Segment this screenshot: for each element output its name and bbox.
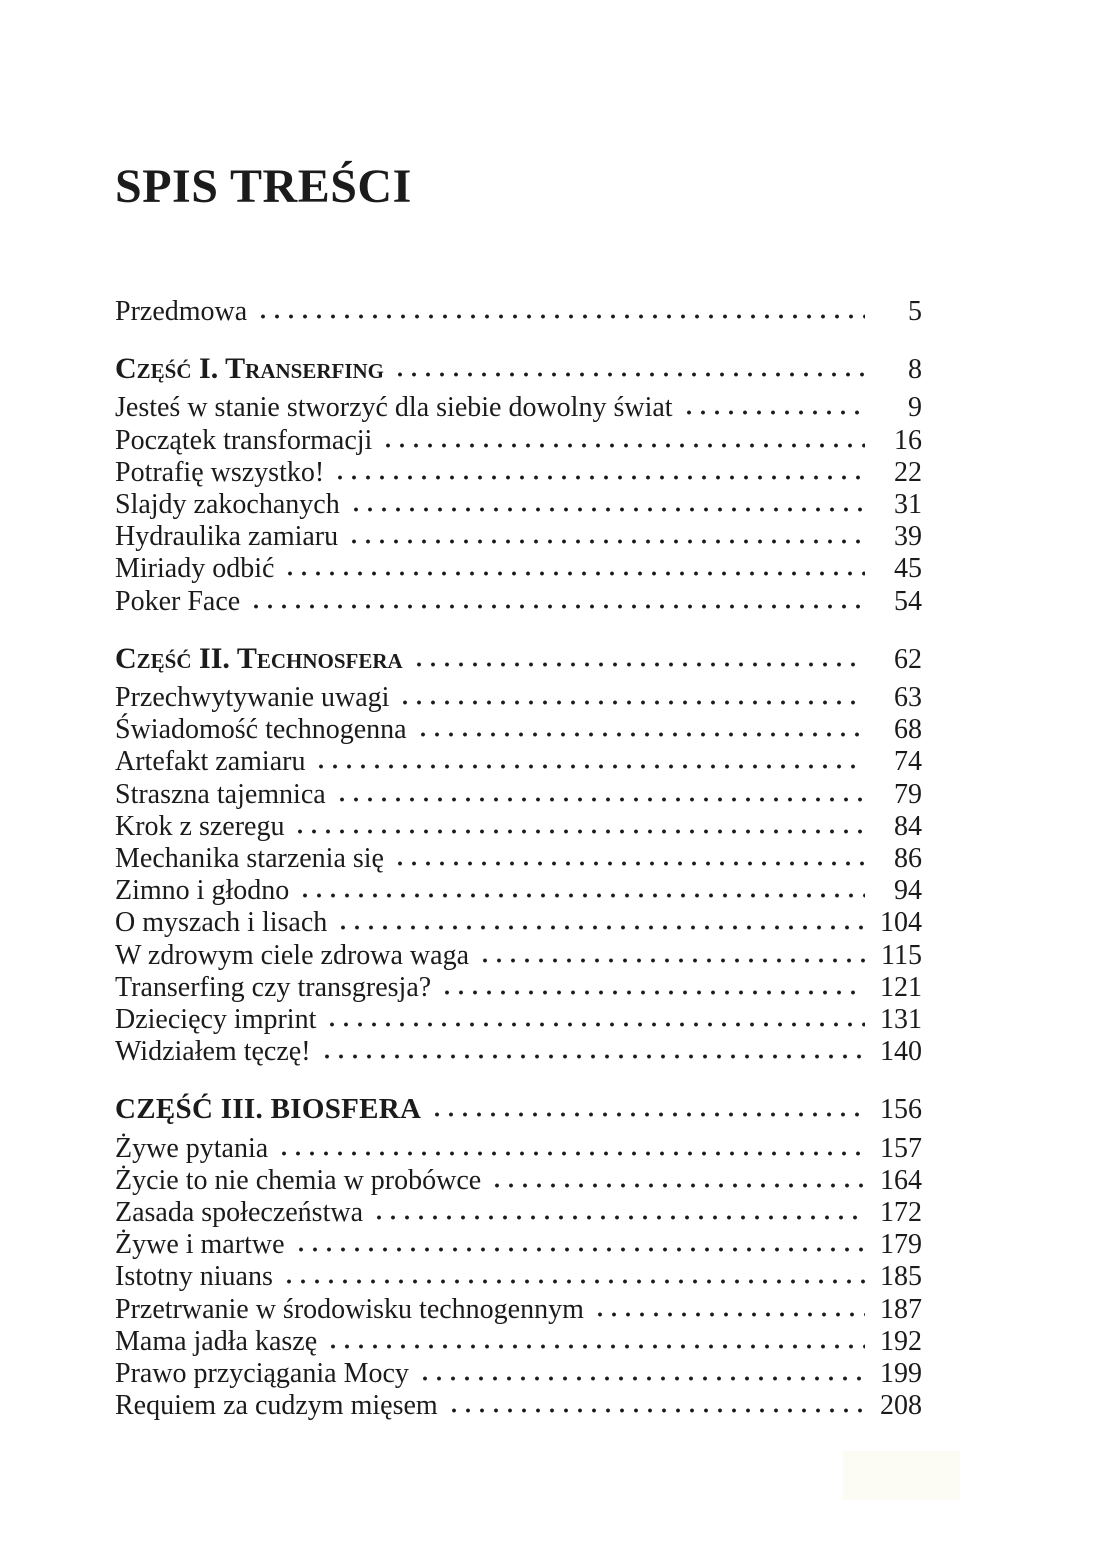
toc-row	[115, 1197, 922, 1229]
toc-leader-dots	[277, 1149, 865, 1157]
toc-entry-label: Część I. Transerfing	[115, 352, 385, 386]
toc-entry-page: 192	[880, 1325, 922, 1357]
toc-entry-page: 185	[880, 1261, 922, 1293]
toc-leader-dots	[430, 1110, 865, 1118]
toc-row	[115, 457, 922, 489]
toc-leader-dots	[298, 891, 865, 899]
toc-entry-page: 62	[894, 643, 922, 675]
toc-entry-label: Straszna tajemnica	[115, 778, 326, 810]
toc-entry-page: 179	[880, 1229, 922, 1261]
toc-row	[115, 1133, 922, 1165]
toc-leader-dots	[256, 312, 865, 320]
toc-row	[115, 714, 922, 746]
toc-row	[115, 972, 922, 1004]
toc-entry-label: Widziałem tęczę!	[115, 1036, 311, 1068]
toc-entry-label: Poker Face	[115, 585, 241, 617]
scan-artifact	[843, 1451, 960, 1500]
toc-entry-page: 164	[880, 1164, 922, 1196]
toc-entry-page: 68	[894, 714, 922, 746]
toc-leader-dots	[282, 1277, 865, 1285]
toc-leader-dots	[593, 1310, 865, 1318]
toc-row	[115, 1165, 922, 1197]
toc-leader-dots	[314, 762, 865, 770]
toc-leader-dots	[349, 505, 865, 513]
toc-leader-dots	[478, 956, 865, 964]
toc-entry-label: Potrafię wszystko!	[115, 456, 325, 488]
toc-row	[115, 521, 922, 553]
toc-entry-label: Początek transformacji	[115, 424, 373, 456]
toc-entry-page: 187	[880, 1293, 922, 1325]
toc-leader-dots	[347, 537, 865, 545]
toc-row	[115, 392, 922, 424]
toc-entry-page: 39	[894, 521, 922, 553]
toc-leader-dots	[294, 1245, 866, 1253]
toc-row	[115, 843, 922, 875]
toc-entry-label: Część II. Technosfera	[115, 641, 403, 675]
toc-entry-label: Slajdy zakochanych	[115, 489, 340, 521]
toc-entry-label: Jesteś w stanie stworzyć dla siebie dowolny świat	[115, 392, 673, 424]
toc-entry-label: Życie to nie chemia w probówce	[115, 1164, 482, 1196]
toc-row	[115, 940, 922, 972]
toc-row	[115, 811, 922, 843]
toc-entry-page: 172	[880, 1197, 922, 1229]
toc-row	[115, 875, 922, 907]
toc-row	[115, 1004, 922, 1036]
toc-leader-dots	[490, 1181, 865, 1189]
toc-entry-page: 199	[880, 1358, 922, 1390]
toc-entry-label: Transerfing czy transgresja?	[115, 971, 432, 1003]
toc-entry-page: 104	[880, 907, 922, 939]
toc-entry-label: Przetrwanie w środowisku technogennym	[115, 1293, 584, 1325]
toc-leader-dots	[682, 408, 865, 416]
toc-entry-page: 131	[880, 1004, 922, 1036]
toc-leader-dots	[335, 795, 865, 803]
toc-leader-dots	[393, 370, 865, 378]
toc-entry-page: 86	[894, 843, 922, 875]
toc-entry-label: Hydraulika zamiaru	[115, 521, 339, 553]
toc-leader-dots	[249, 602, 865, 610]
toc-list	[115, 296, 922, 1423]
toc-entry-label: Przechwytywanie uwagi	[115, 682, 390, 714]
toc-row	[115, 1294, 922, 1326]
toc-leader-dots	[398, 698, 865, 706]
toc-row	[115, 1390, 922, 1422]
toc-leader-dots	[418, 1374, 865, 1382]
toc-leader-dots	[320, 1052, 865, 1060]
toc-row	[115, 1261, 922, 1293]
toc-entry-label: Żywe pytania	[115, 1132, 269, 1164]
toc-entry-page: 79	[894, 778, 922, 810]
toc-entry-label: Mechanika starzenia się	[115, 843, 384, 875]
toc-leader-dots	[447, 1406, 865, 1414]
toc-entry-label: CZĘŚĆ III. BIOSFERA	[115, 1093, 422, 1126]
toc-entry-label: W zdrowym ciele zdrowa waga	[115, 939, 469, 971]
toc-entry-page: 84	[894, 810, 922, 842]
toc-entry-label: Żywe i martwe	[115, 1229, 285, 1261]
toc-row	[115, 643, 922, 676]
toc-entry-page: 31	[894, 489, 922, 521]
toc-leader-dots	[372, 1213, 865, 1221]
toc-entry-label: Miriady odbić	[115, 553, 275, 585]
toc-entry-page: 156	[880, 1094, 922, 1126]
toc-entry-page: 5	[908, 296, 922, 327]
toc-leader-dots	[326, 1342, 865, 1350]
toc-entry-page: 115	[881, 939, 922, 971]
toc-entry-label: Artefakt zamiaru	[115, 746, 306, 778]
toc-entry-page: 94	[894, 875, 922, 907]
toc-entry-label: Zasada społeczeństwa	[115, 1197, 363, 1229]
toc-entry-page: 22	[894, 456, 922, 488]
toc-entry-page: 45	[894, 553, 922, 585]
toc-leader-dots	[440, 988, 865, 996]
toc-row	[115, 553, 922, 585]
toc-row	[115, 353, 922, 386]
toc-row	[115, 682, 922, 714]
toc-row	[115, 1326, 922, 1358]
toc-leader-dots	[416, 730, 865, 738]
toc-entry-page: 74	[894, 746, 922, 778]
toc-row	[115, 746, 922, 778]
toc-entry-page: 157	[880, 1132, 922, 1164]
toc-leader-dots	[325, 1020, 865, 1028]
toc-entry-label: Zimno i głodno	[115, 875, 290, 907]
toc-leader-dots	[333, 473, 865, 481]
toc-row	[115, 1093, 922, 1126]
toc-entry-label: Istotny niuans	[115, 1261, 273, 1293]
toc-entry-page: 121	[880, 971, 922, 1003]
toc-leader-dots	[336, 923, 865, 931]
toc-entry-label: Requiem za cudzym mięsem	[115, 1390, 438, 1422]
toc-row	[115, 907, 922, 939]
toc-row	[115, 586, 922, 618]
toc-leader-dots	[393, 859, 865, 867]
toc-row	[115, 425, 922, 457]
toc-entry-page: 140	[880, 1036, 922, 1068]
toc-entry-page: 8	[908, 354, 922, 386]
page-title: SPIS TREŚCI	[115, 160, 412, 213]
toc-leader-dots	[283, 569, 865, 577]
toc-entry-label: Świadomość technogenna	[115, 714, 407, 746]
toc-entry-page: 54	[894, 585, 922, 617]
toc-entry-page: 16	[894, 424, 922, 456]
toc-leader-dots	[412, 660, 865, 668]
toc-row	[115, 1229, 922, 1261]
toc-row	[115, 1036, 922, 1068]
toc-entry-label: Przedmowa	[115, 296, 248, 327]
toc-entry-label: Krok z szeregu	[115, 810, 285, 842]
toc-entry-label: O myszach i lisach	[115, 907, 328, 939]
toc-leader-dots	[293, 827, 865, 835]
toc-row	[115, 296, 922, 328]
toc-entry-page: 63	[894, 682, 922, 714]
toc-entry-page: 9	[908, 392, 922, 424]
toc-entry-label: Mama jadła kaszę	[115, 1325, 318, 1357]
toc-row	[115, 489, 922, 521]
toc-entry-label: Dziecięcy imprint	[115, 1004, 317, 1036]
toc-entry-label: Prawo przyciągania Mocy	[115, 1358, 409, 1390]
toc-entry-page: 208	[880, 1390, 922, 1422]
toc-row	[115, 1358, 922, 1390]
toc-leader-dots	[381, 441, 865, 449]
toc-row	[115, 779, 922, 811]
